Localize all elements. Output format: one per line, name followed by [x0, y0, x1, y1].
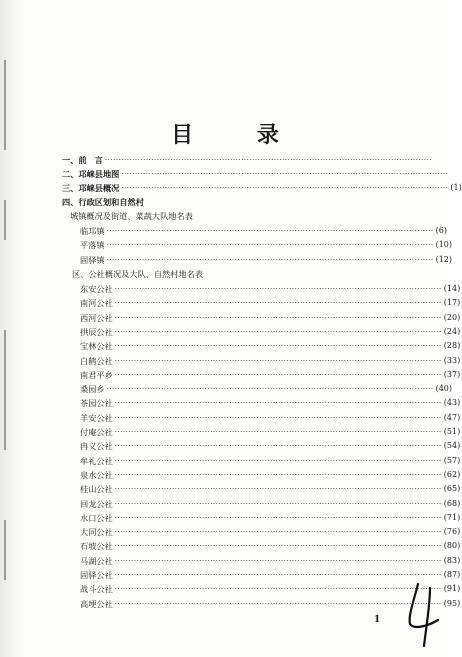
toc-entry	[80, 511, 458, 525]
toc-entry	[62, 153, 432, 167]
toc-page-number: ( 24 )	[444, 325, 460, 339]
toc-page-number: ( 10 )	[436, 238, 452, 252]
toc-page-number: ( 62 )	[444, 468, 460, 482]
toc-entry-label: 固驿公社	[80, 570, 113, 580]
toc-leader-dots: ························································································································	[106, 227, 434, 235]
toc-entry	[80, 238, 449, 252]
toc-entry-label: 冉义公社	[80, 441, 113, 452]
toc-leader-dots: ························································································································	[104, 156, 432, 164]
toc-entry-label: 平落镇	[80, 240, 105, 250]
toc-entry	[80, 525, 458, 539]
toc-page-number: ( 80 )	[444, 539, 460, 553]
toc-entry	[80, 224, 444, 238]
toc-page-number: ( 54 )	[444, 439, 460, 453]
toc-page-number: ( 1 )	[450, 181, 461, 195]
toc-leader-dots: ························································································································	[114, 428, 442, 436]
toc-entry-label: 大同公社	[80, 527, 113, 538]
toc-leader-dots: ························································································································	[114, 356, 442, 365]
toc-entry-label: 茶园公社	[80, 398, 113, 409]
toc-page-number: ( 87 )	[444, 568, 460, 582]
page-number: 1	[374, 615, 381, 625]
toc-entry-label: 西河公社	[80, 312, 113, 323]
toc-entry	[62, 195, 402, 209]
toc-entry-label: 城镇概况及街道、菜蔬大队地名表	[70, 211, 193, 221]
toc-entry-label: 白鹤公社	[80, 355, 113, 366]
toc-page-number: ( 14 )	[444, 282, 460, 296]
toc-page-number: ( 65 )	[444, 482, 460, 496]
toc-entry	[62, 181, 459, 195]
toc-page-number: ( 37 )	[444, 368, 460, 382]
handwritten-mark-icon	[404, 580, 444, 650]
toc-entry-label: 羊安公社	[80, 412, 113, 423]
toc-leader-dots: ························································································································	[114, 456, 442, 465]
toc-entry-label: 南君平乡	[80, 369, 113, 380]
toc-page-number: ( 40 )	[436, 382, 452, 396]
toc-entry-label: 石坡公社	[80, 541, 113, 552]
toc-leader-dots: ························································································································	[121, 170, 449, 178]
toc-entry-label: 三、邛崃县概况	[62, 183, 120, 193]
toc-entry	[80, 454, 458, 468]
toc-leader-dots: ························································································································	[114, 599, 442, 608]
toc-entry	[62, 167, 449, 181]
toc-entry	[80, 354, 458, 368]
toc-entry	[80, 482, 458, 496]
toc-entry	[80, 439, 458, 453]
toc-leader-dots: ························································································································	[114, 413, 442, 422]
toc-leader-dots: ························································································································	[114, 542, 442, 551]
toc-page-number: ( 95 )	[444, 597, 460, 611]
toc-leader-dots: ························································································································	[114, 513, 442, 522]
toc-leader-dots: ························································································································	[114, 499, 442, 508]
toc-entry	[80, 468, 458, 482]
toc-page-number: ( 91 )	[444, 582, 460, 596]
toc-leader-dots: ························································································································	[114, 442, 442, 451]
toc-entry	[80, 296, 458, 310]
toc-entry-label: 泉水公社	[80, 469, 113, 480]
toc-entry	[80, 368, 458, 382]
toc-entry	[80, 582, 458, 596]
toc-entry-label: 一、前 言	[62, 155, 103, 165]
toc-entry-label: 马湖公社	[80, 555, 113, 566]
toc-entry-label: 二、邛崃县地图	[62, 169, 120, 179]
toc-leader-dots: ························································································································	[114, 528, 442, 537]
toc-entry-label: 临邛镇	[80, 226, 105, 236]
toc-entry-label: 桑园乡	[80, 384, 105, 395]
toc-entry	[80, 554, 458, 568]
toc-leader-dots: ························································································································	[114, 485, 442, 494]
toc-entry	[80, 396, 458, 410]
toc-page-number: ( 83 )	[444, 554, 460, 568]
toc-entry-label: 四、行政区划和自然村	[62, 197, 144, 207]
toc-page-number: ( 51 )	[444, 425, 460, 439]
toc-entry	[80, 382, 449, 396]
toc-leader-dots: ························································································································	[114, 327, 442, 336]
toc-page-number: ( 6 )	[436, 224, 447, 238]
toc-leader-dots: ························································································································	[114, 299, 442, 308]
toc-leader-dots: ························································································································	[114, 370, 442, 379]
toc-page-number: ( 28 )	[444, 339, 460, 353]
toc-entry-label: 高埂公社	[80, 598, 113, 609]
toc-page-number: ( 76 )	[444, 525, 460, 539]
toc-entry-label: 回龙公社	[80, 498, 113, 509]
toc-entry	[80, 411, 458, 425]
toc-page-number: ( 43 )	[444, 396, 460, 410]
toc-entry-label: 牟礼公社	[80, 455, 113, 466]
toc-entry	[80, 568, 458, 582]
toc-leader-dots: ························································································································	[114, 556, 442, 565]
toc-entry-label: 南河公社	[80, 298, 113, 309]
toc-leader-dots: ························································································································	[114, 342, 442, 351]
toc-entry-label: 水口公社	[80, 512, 113, 523]
toc-entry-label: 固驿镇	[80, 255, 105, 265]
toc-leader-dots: ························································································································	[114, 399, 442, 408]
toc-leader-dots: ························································································································	[106, 256, 434, 264]
toc-page-number: ( 17 )	[444, 296, 460, 310]
toc-page-number: ( 47 )	[444, 411, 460, 425]
toc-leader-dots: ························································································································	[121, 184, 449, 192]
toc-page-number: ( 20 )	[444, 311, 460, 325]
toc-page-number: ( 68 )	[444, 497, 460, 511]
toc-entry	[80, 497, 458, 511]
toc-entry-label: 区、公社概况及大队、自然村地名表	[72, 269, 204, 279]
toc-entry-label: 付庵公社	[80, 427, 113, 437]
toc-entry	[80, 539, 458, 553]
toc-entry	[80, 325, 458, 339]
toc-leader-dots: ························································································································	[114, 285, 442, 293]
toc-entry	[80, 311, 458, 325]
toc-page-number: ( 12 )	[436, 253, 452, 267]
toc-entry-label: 宝林公社	[80, 341, 113, 352]
toc-entry-label: 桂山公社	[80, 484, 113, 495]
toc-entry-label: 战斗公社	[80, 584, 113, 595]
toc-entry	[80, 253, 449, 267]
toc-entry	[80, 282, 458, 296]
toc-leader-dots: ························································································································	[106, 385, 434, 394]
toc-page-number: ( 71 )	[444, 511, 460, 525]
toc-leader-dots: ························································································································	[106, 241, 434, 249]
toc-entry	[80, 597, 458, 611]
toc-entry	[72, 267, 402, 281]
toc-entry-label: 东安公社	[80, 284, 113, 294]
toc-entry	[70, 209, 402, 223]
toc-entry-label: 拱辰公社	[80, 326, 113, 337]
toc-page-number: ( 33 )	[444, 354, 460, 368]
toc-entry	[80, 339, 458, 353]
toc-leader-dots: ························································································································	[114, 313, 442, 322]
toc-leader-dots: ························································································································	[114, 571, 442, 579]
toc-page-number: ( 57 )	[444, 454, 460, 468]
toc-entry	[80, 425, 458, 439]
page-title: 目 录	[171, 122, 307, 148]
toc-leader-dots: ························································································································	[114, 585, 442, 594]
toc-leader-dots: ························································································································	[114, 470, 442, 479]
